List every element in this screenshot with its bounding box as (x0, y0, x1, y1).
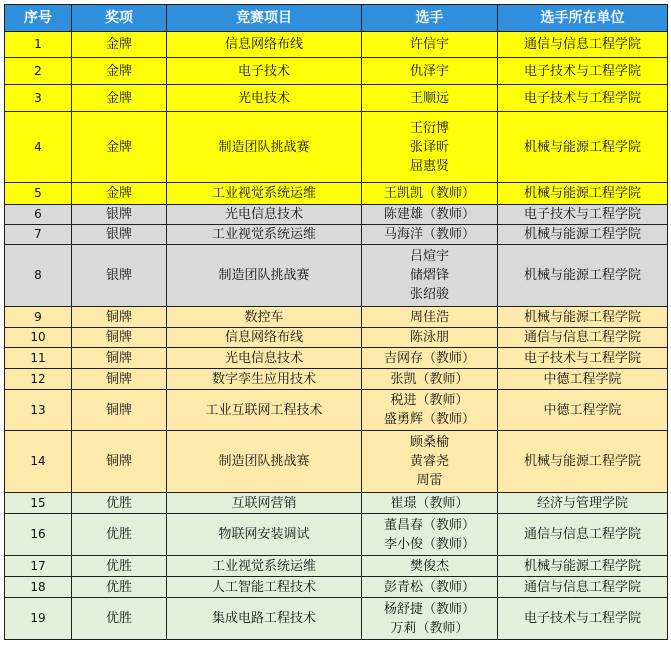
player-name: 王衍博 (409, 120, 449, 136)
row-number: 13 (5, 390, 72, 431)
event-cell: 工业视觉系统运维 (167, 225, 362, 245)
unit-cell: 通信与信息工程学院 (498, 32, 668, 58)
players-cell (362, 577, 498, 598)
award-cell: 银牌 (72, 225, 167, 245)
award-cell: 铜牌 (72, 307, 167, 328)
player-name: 张绍骏 (409, 287, 449, 302)
header-award: 奖项 (72, 5, 167, 32)
row-number: 18 (5, 577, 72, 598)
header-unit: 选手所在单位 (498, 5, 668, 32)
unit-cell: 机械与能源工程学院 (498, 431, 668, 493)
row-number: 11 (5, 348, 72, 369)
table-row (5, 85, 668, 112)
players-cell (362, 598, 498, 640)
players-cell (362, 58, 498, 85)
player-name: 万莉（教师） (390, 620, 469, 636)
row-number: 8 (5, 245, 72, 307)
table-row (5, 514, 668, 556)
award-cell: 优胜 (72, 493, 167, 514)
header-event: 竞赛项目 (167, 5, 362, 32)
unit-cell: 通信与信息工程学院 (498, 514, 668, 556)
award-cell: 铜牌 (72, 348, 167, 369)
award-cell: 金牌 (72, 112, 167, 183)
row-number: 15 (5, 493, 72, 514)
unit-cell: 经济与管理学院 (498, 493, 668, 514)
players-cell (362, 556, 498, 577)
award-cell: 铜牌 (72, 431, 167, 493)
player-name: 陈泳朋 (409, 330, 449, 345)
table-row (5, 183, 668, 205)
unit-cell: 通信与信息工程学院 (498, 577, 668, 598)
players-cell (362, 514, 498, 556)
table-row (5, 598, 668, 640)
players-cell (362, 112, 498, 183)
table-row (5, 348, 668, 369)
table-row (5, 205, 668, 225)
player-name: 王顺远 (409, 90, 449, 106)
header-player: 选手 (362, 5, 498, 32)
table-row (5, 431, 668, 493)
table-row (5, 307, 668, 328)
player-name: 黄睿尧 (409, 454, 449, 469)
player-name: 仇泽宇 (409, 63, 449, 79)
players-cell (362, 369, 498, 390)
award-cell: 银牌 (72, 245, 167, 307)
players-cell (362, 205, 498, 225)
player-name: 顾桑榆 (409, 435, 449, 450)
player-name: 樊俊杰 (409, 558, 449, 574)
row-number: 3 (5, 85, 72, 112)
award-cell: 优胜 (72, 514, 167, 556)
awards-table (4, 4, 668, 640)
event-cell: 集成电路工程技术 (167, 598, 362, 640)
event-cell: 光电信息技术 (167, 348, 362, 369)
player-name: 王凯凯（教师） (383, 186, 475, 201)
event-cell: 工业视觉系统运维 (167, 556, 362, 577)
player-name: 周雷 (416, 473, 443, 488)
table-row (5, 328, 668, 348)
player-name: 马海洋（教师） (383, 227, 475, 242)
table-row (5, 577, 668, 598)
award-cell: 银牌 (72, 205, 167, 225)
row-number: 5 (5, 183, 72, 205)
table-row (5, 58, 668, 85)
players-cell (362, 85, 498, 112)
unit-cell: 机械与能源工程学院 (498, 556, 668, 577)
unit-cell: 电子技术与工程学院 (498, 205, 668, 225)
player-name: 崔璟（教师） (390, 495, 469, 511)
player-name: 屈惠贤 (409, 158, 449, 174)
table-row (5, 369, 668, 390)
header-no: 序号 (5, 5, 72, 32)
event-cell: 电子技术 (167, 58, 362, 85)
event-cell: 物联网安装调试 (167, 514, 362, 556)
row-number: 1 (5, 32, 72, 58)
event-cell: 制造团队挑战赛 (167, 245, 362, 307)
event-cell: 工业视觉系统运维 (167, 183, 362, 205)
event-cell: 光电技术 (167, 85, 362, 112)
event-cell: 信息网络布线 (167, 32, 362, 58)
event-cell: 制造团队挑战赛 (167, 431, 362, 493)
row-number: 16 (5, 514, 72, 556)
award-cell: 金牌 (72, 85, 167, 112)
table-row (5, 493, 668, 514)
table-row (5, 556, 668, 577)
player-name: 董昌春（教师） (383, 517, 475, 533)
players-cell (362, 348, 498, 369)
table-header (5, 5, 668, 32)
unit-cell: 通信与信息工程学院 (498, 328, 668, 348)
row-number: 19 (5, 598, 72, 640)
row-number: 14 (5, 431, 72, 493)
table-row (5, 245, 668, 307)
event-cell: 互联网营销 (167, 493, 362, 514)
award-cell: 铜牌 (72, 390, 167, 431)
award-cell: 优胜 (72, 577, 167, 598)
award-cell: 优胜 (72, 556, 167, 577)
player-name: 李小俊（教师） (383, 536, 475, 552)
unit-cell: 机械与能源工程学院 (498, 225, 668, 245)
players-cell (362, 183, 498, 205)
event-cell: 制造团队挑战赛 (167, 112, 362, 183)
unit-cell: 电子技术与工程学院 (498, 348, 668, 369)
player-name: 杨舒捷（教师） (383, 601, 475, 617)
award-cell: 金牌 (72, 32, 167, 58)
players-cell (362, 390, 498, 431)
unit-cell: 电子技术与工程学院 (498, 85, 668, 112)
players-cell (362, 225, 498, 245)
player-name: 税进（教师） (390, 393, 469, 408)
event-cell: 工业互联网工程技术 (167, 390, 362, 431)
player-name: 张译昕 (409, 139, 449, 155)
award-cell: 铜牌 (72, 369, 167, 390)
event-cell: 光电信息技术 (167, 205, 362, 225)
players-cell (362, 307, 498, 328)
players-cell (362, 431, 498, 493)
table-row (5, 112, 668, 183)
row-number: 9 (5, 307, 72, 328)
award-cell: 金牌 (72, 183, 167, 205)
players-cell (362, 245, 498, 307)
event-cell: 数字孪生应用技术 (167, 369, 362, 390)
unit-cell: 机械与能源工程学院 (498, 307, 668, 328)
player-name: 彭青松（教师） (383, 579, 475, 595)
player-name: 周佳浩 (409, 309, 449, 325)
award-cell: 优胜 (72, 598, 167, 640)
player-name: 许信宇 (409, 37, 449, 52)
row-number: 10 (5, 328, 72, 348)
row-number: 4 (5, 112, 72, 183)
event-cell: 数控车 (167, 307, 362, 328)
table-row (5, 390, 668, 431)
table-row (5, 32, 668, 58)
award-cell: 金牌 (72, 58, 167, 85)
row-number: 7 (5, 225, 72, 245)
header-row (5, 5, 668, 32)
row-number: 12 (5, 369, 72, 390)
unit-cell: 机械与能源工程学院 (498, 112, 668, 183)
player-name: 吕煊宇 (409, 249, 449, 264)
table-body (5, 32, 668, 640)
player-name: 陈建雄（教师） (383, 207, 475, 222)
table-row (5, 225, 668, 245)
award-cell: 铜牌 (72, 328, 167, 348)
player-name: 盛勇辉（教师） (383, 412, 475, 427)
event-cell: 人工智能工程技术 (167, 577, 362, 598)
unit-cell: 电子技术与工程学院 (498, 598, 668, 640)
unit-cell: 机械与能源工程学院 (498, 245, 668, 307)
players-cell (362, 328, 498, 348)
unit-cell: 机械与能源工程学院 (498, 183, 668, 205)
player-name: 张凯（教师） (390, 371, 469, 387)
unit-cell: 中德工程学院 (498, 390, 668, 431)
row-number: 6 (5, 205, 72, 225)
players-cell (362, 493, 498, 514)
player-name: 储熠锋 (409, 268, 449, 283)
row-number: 17 (5, 556, 72, 577)
event-cell: 信息网络布线 (167, 328, 362, 348)
players-cell (362, 32, 498, 58)
player-name: 吉网存（教师） (383, 350, 475, 366)
unit-cell: 中德工程学院 (498, 369, 668, 390)
unit-cell: 电子技术与工程学院 (498, 58, 668, 85)
row-number: 2 (5, 58, 72, 85)
